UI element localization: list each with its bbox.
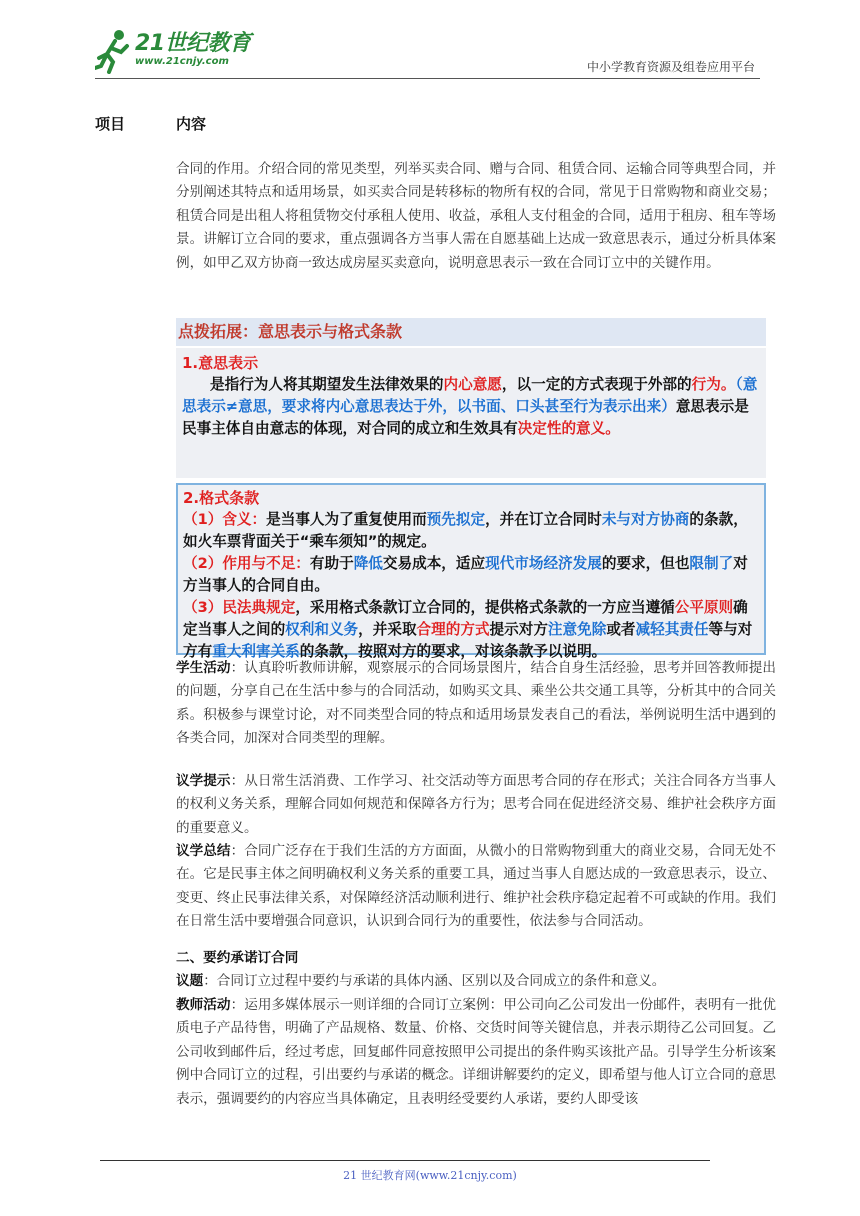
section-2-title: 二、要约承诺订合同 xyxy=(176,950,299,966)
intent-heading: 1.意思表示 xyxy=(182,354,259,372)
terms-item-1: （1）含义：是当事人为了重复使用而预先拟定，并在订立合同时未与对方协商的条款，如火车票背面关于“乘车须知”的规定。 xyxy=(183,511,748,550)
terms-item-3: （3）民法典规定，采用格式条款订立合同的，提供格式条款的一方应当遵循公平原则确定当事人之间的权利和义务，并采取合理的方式提示对方注意免除或者减轻其责任等与对方有重大利害关系的条款，按照对方的要求，对该条款予以说明。 xyxy=(183,599,753,660)
teacher-activity xyxy=(176,994,776,1111)
teacher-activity-label: 教师活动 xyxy=(176,997,231,1013)
discussion-summary-label: 议学总结 xyxy=(176,843,231,859)
discussion-hint-text: ：从日常生活消费、工作学习、社交活动等方面思考合同的存在形式；关注合同各方当事人的权利义务关系，理解合同如何规范和保障各方行为；思考合同在促进经济交易、维护社会秩序方面的重要意义。 xyxy=(176,773,777,836)
logo-url: www.21cnjy.com xyxy=(135,56,229,67)
page-footer[interactable]: 21 世纪教育网(www.21cnjy.com) xyxy=(343,1169,517,1182)
intent-text: 意思表示是民事主体自由意志的体现，对合同的成立和生效具有 xyxy=(182,398,749,437)
student-activity xyxy=(176,657,776,751)
logo-text: 21世纪教育 xyxy=(135,31,251,56)
standard-terms-box xyxy=(176,483,766,660)
discussion-summary xyxy=(176,840,776,934)
topic-text: ：合同订立过程中要约与承诺的具体内涵、区别以及合同成立的条件和意义。 xyxy=(203,973,666,989)
discussion-hint-label: 议学提示 xyxy=(176,773,231,789)
intent-text: 是指行为人将其期望发生法律效果的 xyxy=(210,376,444,393)
platform-name: 中小学教育资源及组卷应用平台 xyxy=(586,60,755,74)
site-logo[interactable] xyxy=(95,28,275,78)
column-header-content: 内容 xyxy=(176,115,207,133)
intro-paragraph: 合同的作用。介绍合同的常见类型，列举买卖合同、赠与合同、租赁合同、运输合同等典型合同，并分别阐述其特点和适用场景，如买卖合同是转移标的物所有权的合同，常见于日常购物和商业交易；租赁合同是出租人将租赁物交付承租人使用、收益，承租人支付租金的合同，适用于租房、租车等场景。讲解订立合同的要求，重点强调各方当事人需在自愿基础上达成一致意思表示，通过分析具体案例，如甲乙双方协商一致达成房屋买卖意向，说明意思表示一致在合同订立中的关键作用。 xyxy=(176,161,776,271)
topic-label: 议题 xyxy=(176,973,204,989)
expansion-panel xyxy=(176,318,766,660)
intent-text: ，以一定的方式表现于外部的 xyxy=(501,376,692,393)
student-activity-text: ：认真聆听教师讲解，观察展示的合同场景图片，结合自身生活经验，思考并回答教师提出的问题，分享自己在生活中参与的合同活动，如购买文具、乘坐公共交通工具等，分析其中的合同关系。积极参与课堂讨论，对不同类型合同的特点和适用场景发表自己的看法，举例说明生活中遇到的各类合同，加深对合同类型的理解。 xyxy=(176,660,777,747)
teacher-activity-text: ：运用多媒体展示一则详细的合同订立案例：甲公司向乙公司发出一份邮件，表明有一批优质电子产品待售，明确了产品规格、数量、价格、交货时间等关键信息，并表示期待乙公司回复。乙公司收到邮件后，经过考虑，回复邮件同意按照甲公司提出的条件购买该批产品。引导学生分析该案例中合同订立的过程，引出要约与承诺的概念。详细讲解要约的定义，即希望与他人订立合同的意思表示，强调要约的内容应当具体确定，且表明经受要约人承诺，要约人即受该 xyxy=(176,997,777,1107)
discussion-summary-text: ：合同广泛存在于我们生活的方方面面，从微小的日常购物到重大的商业交易，合同无处不在。它是民事主体之间明确权利义务关系的重要工具，通过当事人自愿达成的一致意思表示，设立、变更、终止民事法律关系，对保障经济活动顺利进行、维护社会秩序稳定起着不可或缺的作用。我们在日常生活中要增强合同意识，认识到合同行为的重要性，依法参与合同活动。 xyxy=(176,843,777,930)
panel-title: 点拨拓展：意思表示与格式条款 xyxy=(176,318,766,346)
footer-divider xyxy=(100,1160,710,1161)
runner-icon xyxy=(95,28,135,74)
header-divider xyxy=(95,78,760,79)
column-header-item: 项目 xyxy=(95,115,126,133)
page-header xyxy=(95,28,755,80)
terms-heading: 2.格式条款 xyxy=(183,489,260,507)
topic-line xyxy=(176,970,776,993)
intent-highlight: 决定性的意义。 xyxy=(517,420,620,437)
section-heading xyxy=(176,947,776,970)
terms-item-2: （2）作用与不足：有助于降低交易成本，适应现代市场经济发展的要求，但也限制了对方当事人的合同自由。 xyxy=(183,555,748,594)
intent-highlight: 内心意愿 xyxy=(443,376,502,393)
intent-note: （意思表示≠意思，要求将内心意思表达于外，以书面、口头甚至行为表示出来） xyxy=(182,376,758,415)
student-activity-label: 学生活动 xyxy=(176,660,231,676)
intent-highlight: 行为。 xyxy=(691,376,736,393)
intent-box xyxy=(176,348,766,478)
discussion-hint xyxy=(176,770,776,840)
